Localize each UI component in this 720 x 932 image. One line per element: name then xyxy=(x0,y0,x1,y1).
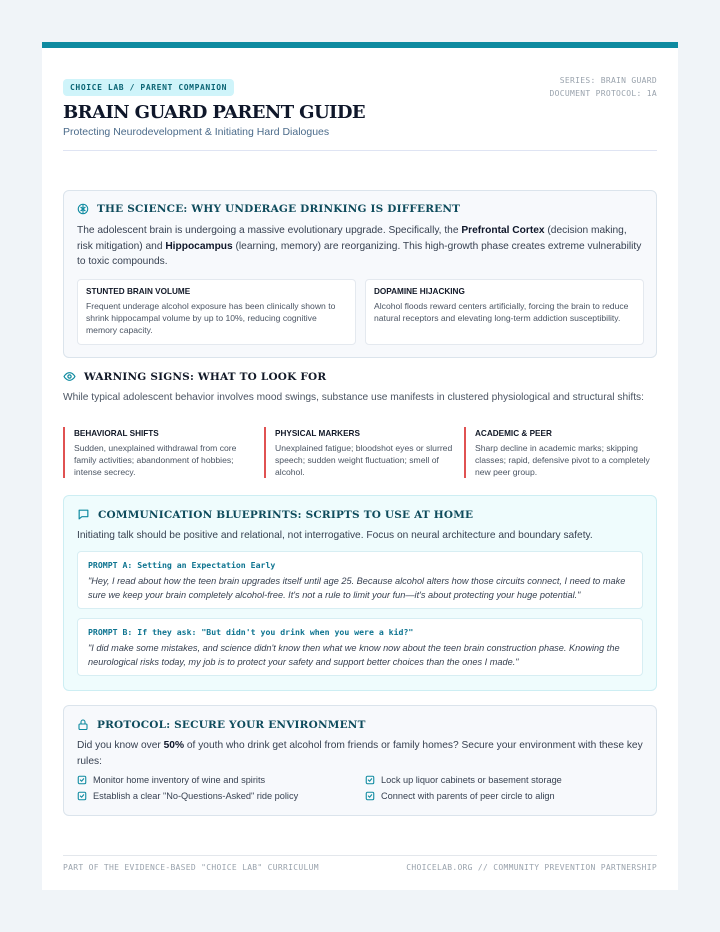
check-square-icon xyxy=(77,791,87,801)
stat-50-percent: 50% xyxy=(163,740,185,751)
prefrontal-term: Prefrontal Cortex xyxy=(461,225,545,236)
communication-heading xyxy=(77,508,473,521)
sign-text: Sharp decline in academic marks; skipping classes; rapid, defensive pivot to a completely new peer group. xyxy=(475,443,650,477)
science-body: The adolescent brain is undergoing a massive evolutionary upgrade. Specifically, the Prefrontal Cortex (decision making, risk mitigation) and Hippocampus (learning, memory) are reorganizing. This high-growth phase creates extreme vulnerability to toxic compounds. xyxy=(77,225,642,267)
behavioral-shifts xyxy=(63,427,253,478)
chat-icon xyxy=(77,508,90,521)
check-label: Lock up liquor cabinets or basement storage xyxy=(381,775,562,785)
series-meta xyxy=(550,74,657,100)
protocol-label: DOCUMENT PROTOCOL: 1A xyxy=(549,89,657,98)
series-pill: CHOICE LAB / PARENT COMPANION xyxy=(63,79,234,96)
hippocampus-term: Hippocampus xyxy=(165,240,233,252)
sign-text: Sudden, unexplained withdrawal from core family activities; abandonment of hobbies; intense secrecy. xyxy=(74,443,237,477)
box-title: DOPAMINE HIJACKING xyxy=(374,287,465,296)
page-subtitle: Protecting Neurodevelopment & Initiating Hard Dialogues xyxy=(63,126,330,138)
check-item-connect xyxy=(365,791,653,801)
protocol-heading xyxy=(77,718,366,731)
prompt-title: PROMPT B: If they ask: "But didn't you drink when you were a kid?" xyxy=(88,627,414,637)
protocol-title: PROTOCOL: SECURE YOUR ENVIRONMENT xyxy=(97,718,366,731)
academic-peer xyxy=(464,427,654,478)
science-card xyxy=(63,190,657,358)
science-title: THE SCIENCE: WHY UNDERAGE DRINKING IS DIFFERENT xyxy=(97,203,461,215)
communication-card xyxy=(63,495,657,691)
footer-curriculum: PART OF THE EVIDENCE-BASED "CHOICE LAB" CURRICULUM xyxy=(63,863,319,872)
check-square-icon xyxy=(365,791,375,801)
sign-text: Unexplained fatigue; bloodshot eyes or slurred speech; sudden weight fluctuation; smell of alcohol. xyxy=(275,443,453,477)
sign-title: BEHAVIORAL SHIFTS xyxy=(74,429,159,438)
check-square-icon xyxy=(365,775,375,785)
check-label: Monitor home inventory of wine and spirits xyxy=(93,775,266,785)
sign-title: ACADEMIC & PEER xyxy=(475,429,552,438)
prompt-script: "I did make some mistakes, and science didn't know then what we know now about the teen brain construction phase. Knowing the neurological risks today, my job is to protect your safety and support better choices than the ones I made." xyxy=(88,643,620,667)
brain-icon xyxy=(77,203,89,215)
lock-icon xyxy=(77,718,89,731)
check-item-monitor xyxy=(77,775,365,785)
box-text: Alcohol floods reward centers artificially, forcing the brain to reduce natural receptors and elevating long-term addiction susceptibility. xyxy=(374,301,629,323)
warning-heading xyxy=(63,370,326,383)
prompt-script: "Hey, I read about how the teen brain upgrades itself until age 25. Because alcohol alters how those circuits connect, I need to make sure we keep your brain completely alcohol-free. It's not a rule to limit your fun—it's about protecting your huge potential." xyxy=(88,576,626,600)
box-title: STUNTED BRAIN VOLUME xyxy=(86,287,191,296)
science-heading xyxy=(77,203,460,215)
communication-intro: Initiating talk should be positive and relational, not interrogative. Focus on neural architecture and boundary safety. xyxy=(77,530,593,541)
protocol-card xyxy=(63,705,657,816)
eye-icon xyxy=(63,370,76,383)
prompt-title: PROMPT A: Setting an Expectation Early xyxy=(88,560,276,570)
dopamine-box xyxy=(365,279,644,345)
footer-divider xyxy=(63,855,657,856)
physical-markers xyxy=(264,427,454,478)
check-item-lock xyxy=(365,775,653,785)
sign-title: PHYSICAL MARKERS xyxy=(275,429,360,438)
page-title: BRAIN GUARD PARENT GUIDE xyxy=(63,102,365,123)
protocol-intro: Did you know over 50% of youth who drink get alcohol from friends or family homes? Secure your environment with these key rules: xyxy=(77,740,643,767)
warning-title: WARNING SIGNS: WHAT TO LOOK FOR xyxy=(84,370,327,383)
communication-title: COMMUNICATION BLUEPRINTS: SCRIPTS TO USE AT HOME xyxy=(98,508,474,521)
prompt-a xyxy=(77,551,643,609)
header-divider xyxy=(63,150,657,151)
check-label: Establish a clear "No-Questions-Asked" ride policy xyxy=(93,791,299,801)
series-label: SERIES: BRAIN GUARD xyxy=(559,76,657,85)
check-square-icon xyxy=(77,775,87,785)
stunted-volume-box xyxy=(77,279,356,345)
warning-intro: While typical adolescent behavior involves mood swings, substance use manifests in clustered physiological and structural shifts: xyxy=(63,392,644,403)
check-item-ride-policy xyxy=(77,791,365,801)
prompt-b xyxy=(77,618,643,676)
document-page xyxy=(42,42,678,890)
footer-site-link: CHOICELAB.ORG // COMMUNITY PREVENTION PARTNERSHIP xyxy=(406,863,657,872)
box-text: Frequent underage alcohol exposure has been clinically shown to shrink hippocampal volume by up to 10%, reducing cognitive memory capacity. xyxy=(86,301,336,335)
protocol-checklist xyxy=(77,775,643,801)
check-label: Connect with parents of peer circle to align xyxy=(381,791,555,801)
